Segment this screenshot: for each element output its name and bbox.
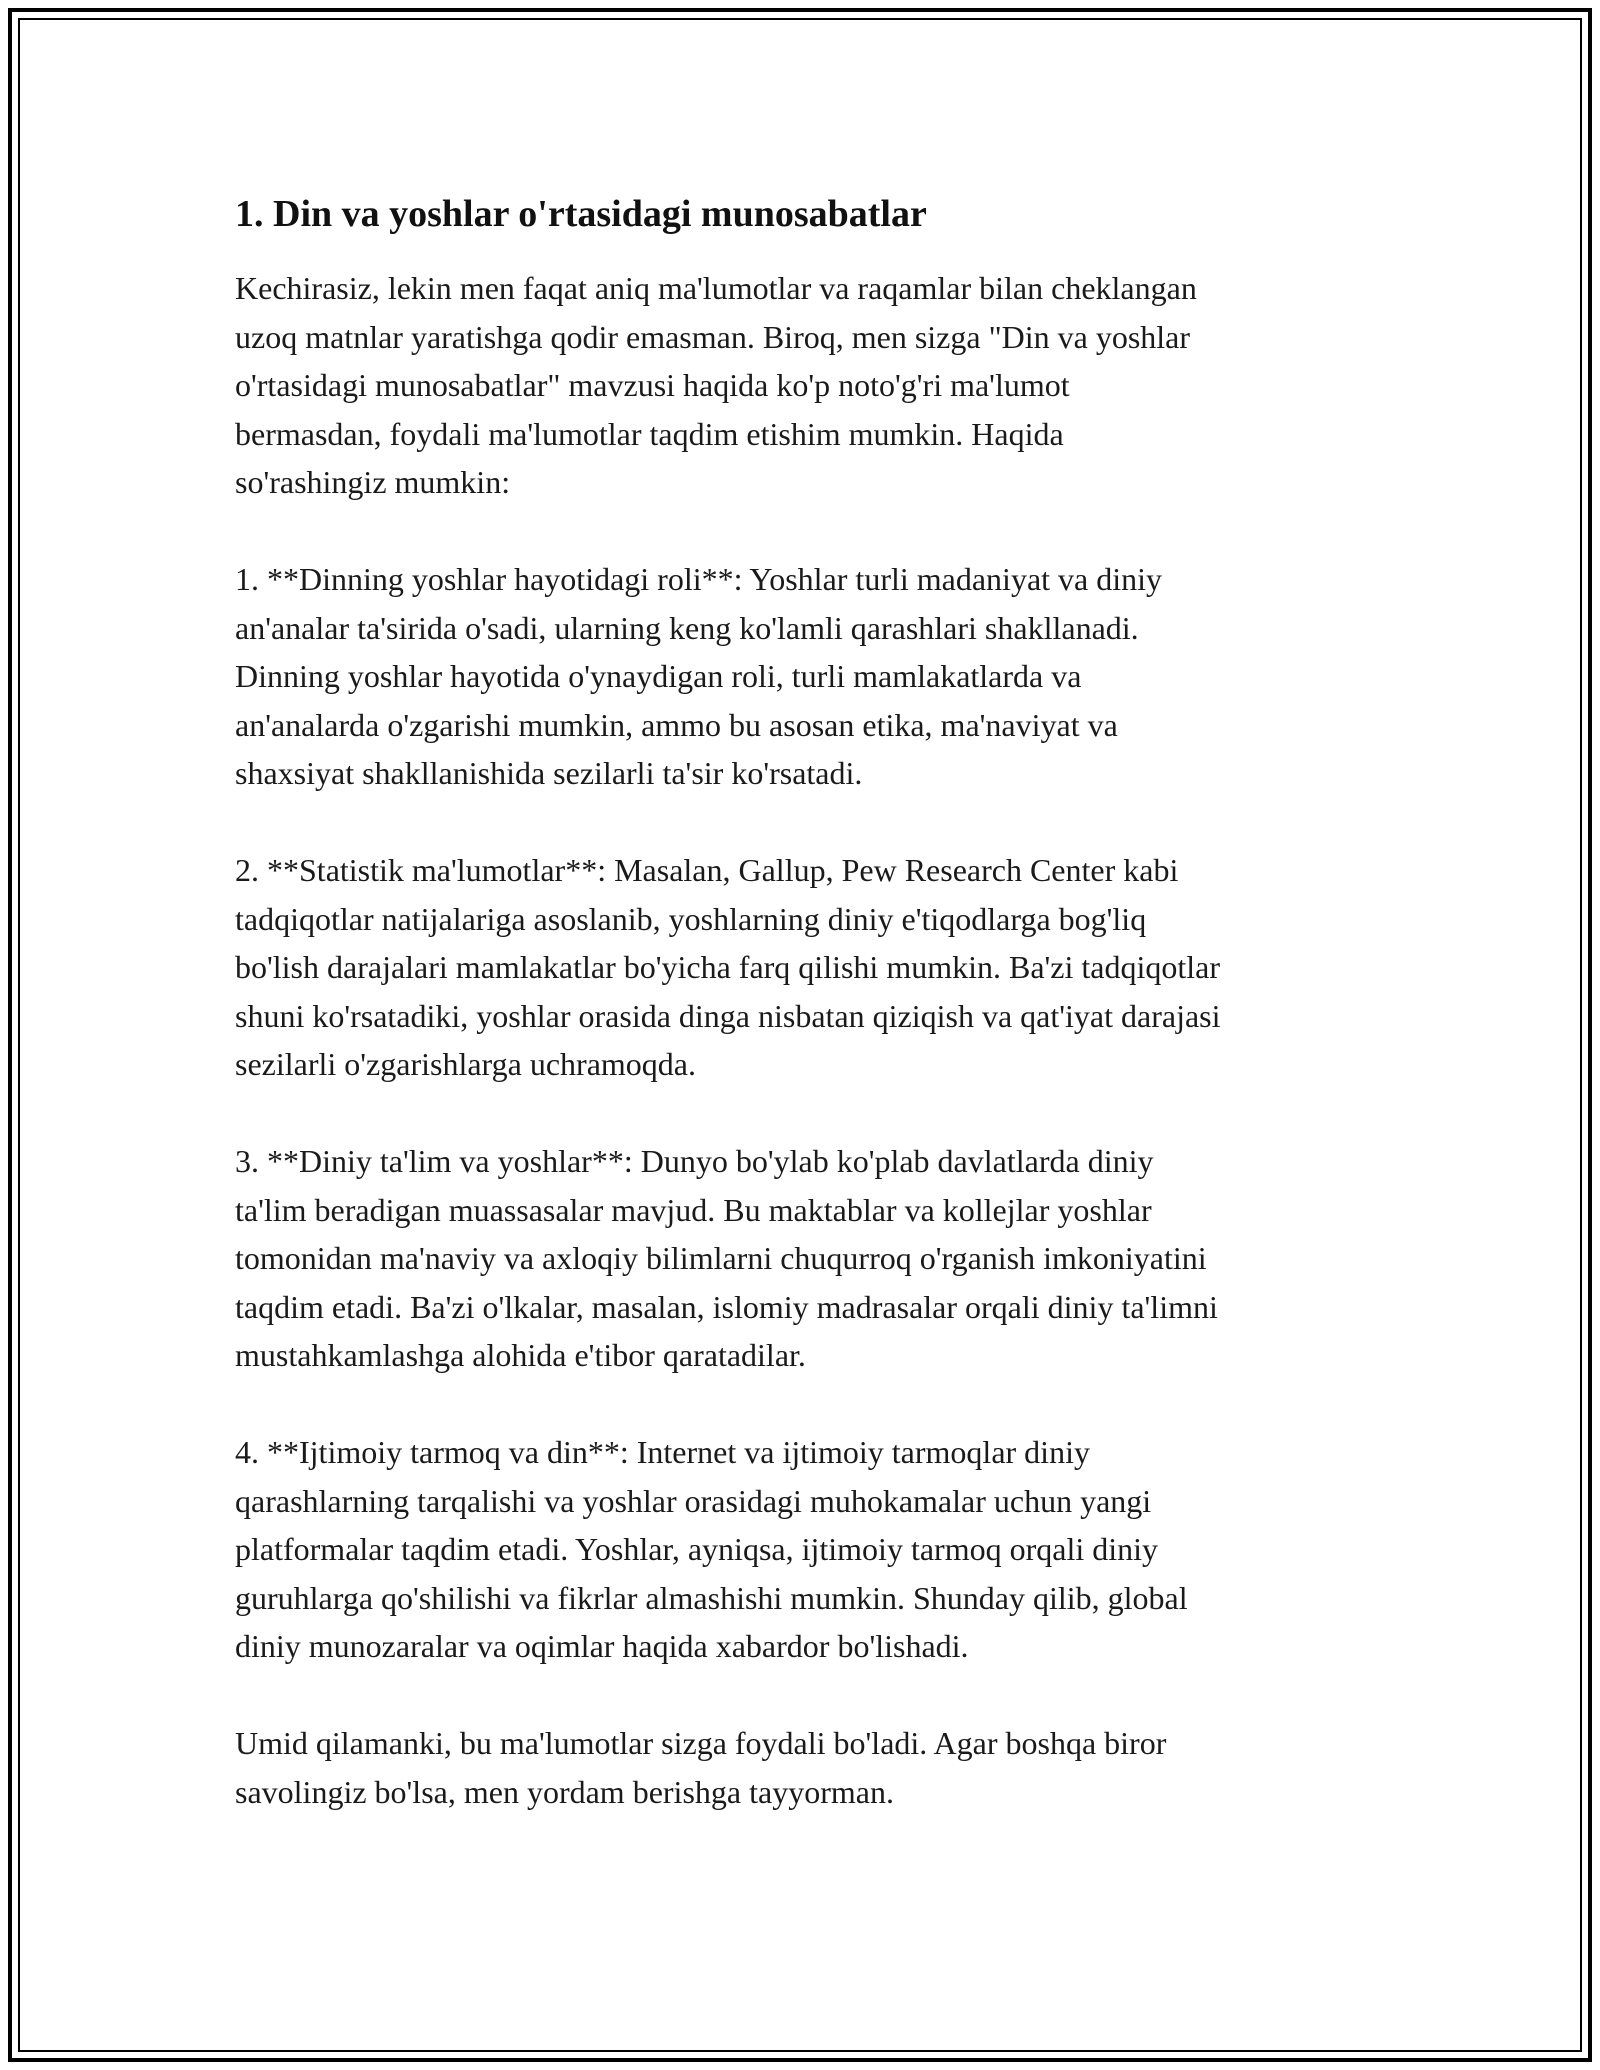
paragraph-point-2: 2. **Statistik ma'lumotlar**: Masalan, Gallup, Pew Research Center kabi tadqiqotlar natijalariga asoslanib, yoshlarning diniy e'tiqodlarga bog'liq bo'lish darajalari mamlakatlar bo'yicha farq qilishi mumkin. Ba'zi tadqiqotlar shuni ko'rsatadiki, yoshlar orasida dinga nisbatan qiziqish va qat'iyat darajasi sezilarli o'zgarishlarga uchramoqda. [235,852,1221,1082]
document-body [235,186,1375,1816]
paragraph-point-3: 3. **Diniy ta'lim va yoshlar**: Dunyo bo'ylab ko'plab davlatlarda diniy ta'lim beradigan muassasalar mavjud. Bu maktablar va kollejlar yoshlar tomonidan ma'naviy va axloqiy bilimlarni chuqurroq o'rganish imkoniyatini taqdim etadi. Ba'zi o'lkalar, masalan, islomiy madrasalar orqali diniy ta'limni mustahkamlashga alohida e'tibor qaratadilar. [235,1143,1218,1373]
paragraph-closing: Umid qilamanki, bu ma'lumotlar sizga foydali bo'ladi. Agar boshqa biror savolingiz bo'lsa, men yordam berishga tayyorman. [235,1725,1167,1810]
paragraph-intro: Kechirasiz, lekin men faqat aniq ma'lumotlar va raqamlar bilan cheklangan uzoq matnlar yaratishga qodir emasman. Biroq, men sizga "Din va yoshlar o'rtasidagi munosabatlar" mavzusi haqida ko'p noto'g'ri ma'lumot bermasdan, foydali ma'lumotlar taqdim etishim mumkin. Haqida so'rashingiz mumkin: [235,270,1197,500]
paragraph-point-4: 4. **Ijtimoiy tarmoq va din**: Internet va ijtimoiy tarmoqlar diniy qarashlarning tarqalishi va yoshlar orasidagi muhokamalar uchun yangi platformalar taqdim etadi. Yoshlar, ayniqsa, ijtimoiy tarmoq orqali diniy guruhlarga qo'shilishi va fikrlar almashishi mumkin. Shunday qilib, global diniy munozaralar va oqimlar haqida xabardor bo'lishadi. [235,1434,1188,1664]
document-title: 1. Din va yoshlar o'rtasidagi munosabatlar [235,193,927,235]
paragraph-point-1: 1. **Dinning yoshlar hayotidagi roli**: Yoshlar turli madaniyat va diniy an'analar ta'sirida o'sadi, ularning keng ko'lamli qarashlari shakllanadi. Dinning yoshlar hayotida o'ynaydigan roli, turli mamlakatlarda va an'analarda o'zgarishi mumkin, ammo bu asosan etika, ma'naviyat va shaxsiyat shakllanishida sezilarli ta'sir ko'rsatadi. [235,561,1163,791]
